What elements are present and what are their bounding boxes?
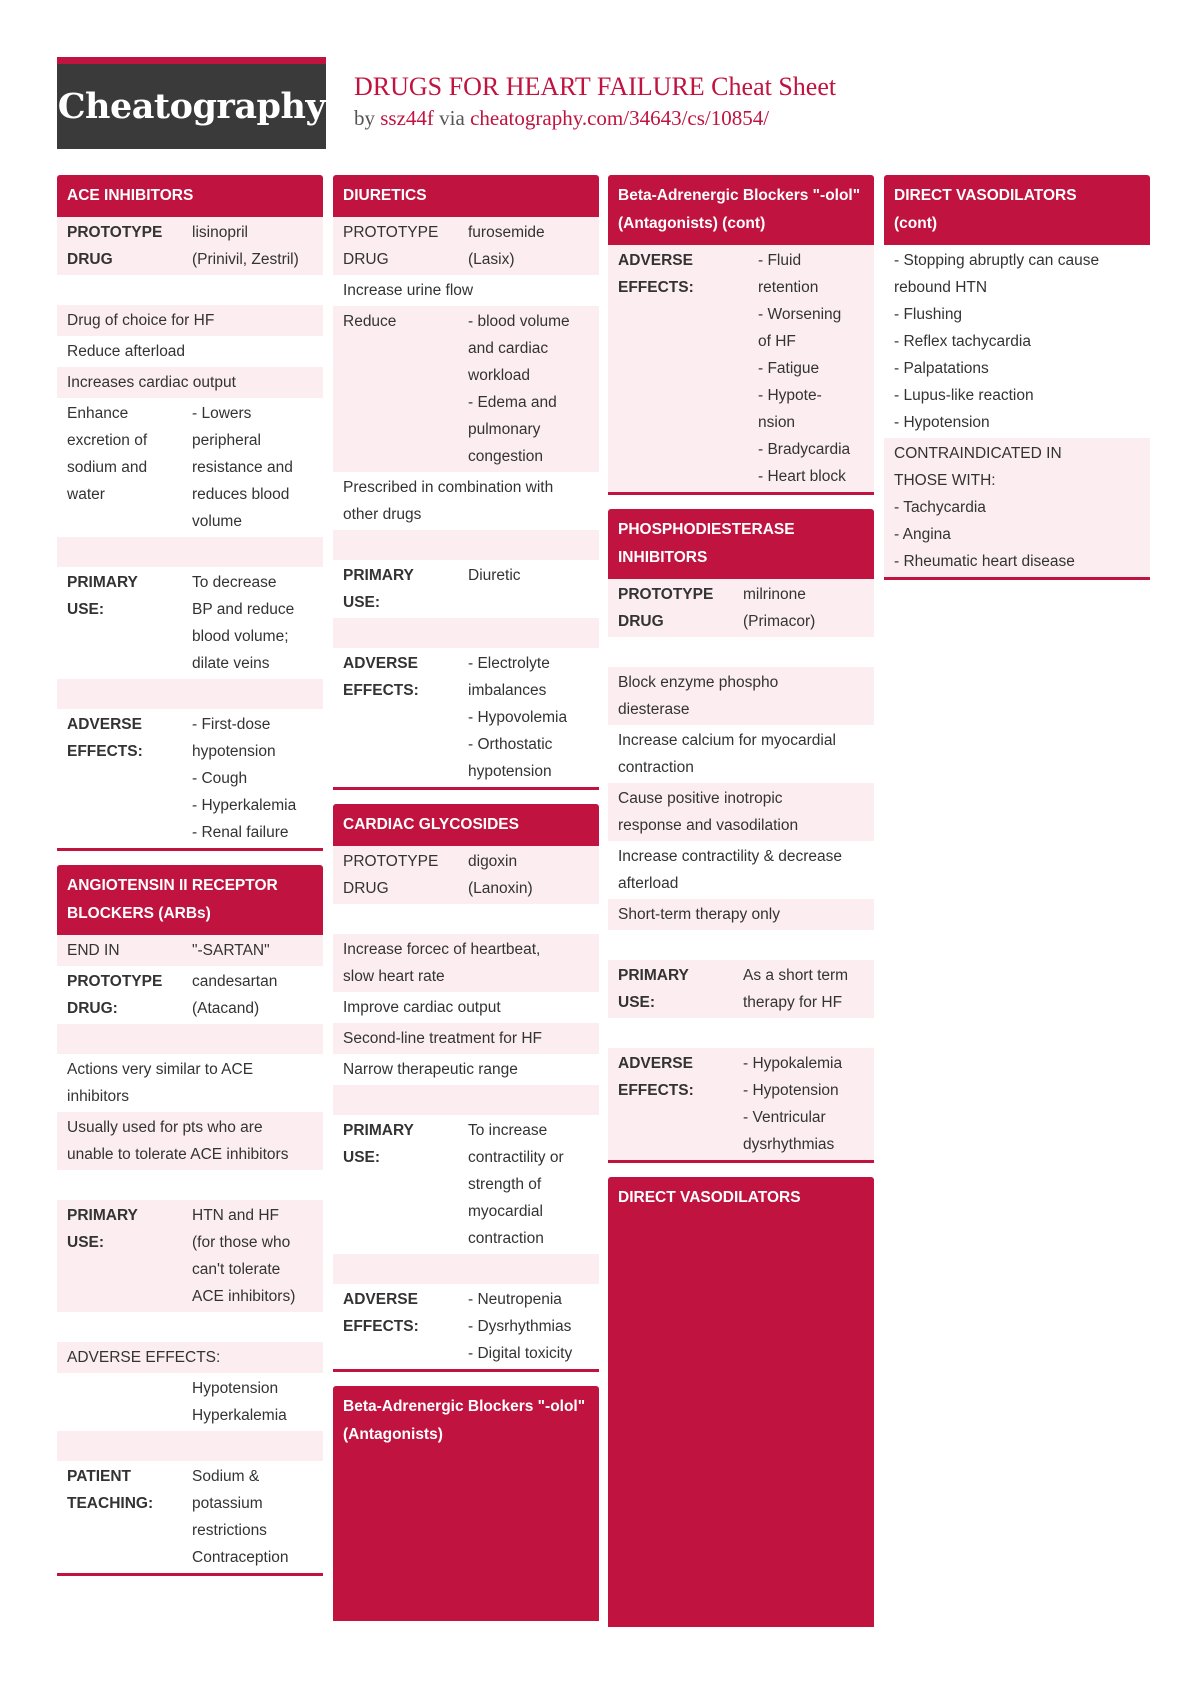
row-value: nsion bbox=[758, 414, 796, 431]
spacer-row bbox=[57, 1431, 323, 1461]
row-key: PATIENT bbox=[67, 1468, 132, 1485]
heading-line: DIRECT VASODILATORS bbox=[894, 187, 1077, 204]
table-row bbox=[608, 579, 874, 637]
section-heading: DIRECT VASODILATORS bbox=[608, 1177, 874, 1627]
spacer-row bbox=[333, 530, 599, 560]
row-key: ADVERSE bbox=[343, 1291, 418, 1308]
spacer-row bbox=[333, 904, 599, 934]
row-value: - Cough bbox=[192, 770, 248, 787]
row-text: contraction bbox=[618, 759, 694, 776]
row-value: BP and reduce bbox=[192, 601, 295, 618]
row-text: Drug of choice for HF bbox=[67, 312, 215, 329]
row-value: (Lasix) bbox=[468, 251, 515, 268]
row-key: PRIMARY bbox=[343, 567, 414, 584]
row-key: PRIMARY bbox=[618, 967, 689, 984]
table-row bbox=[57, 966, 323, 1024]
row-key: PRIMARY bbox=[343, 1122, 414, 1139]
row-text: Increase contractility & decrease bbox=[618, 848, 842, 865]
list-item: THOSE WITH: bbox=[894, 472, 996, 489]
row-value: To decrease bbox=[192, 574, 277, 591]
row-text: Improve cardiac output bbox=[343, 999, 501, 1016]
row-text: Actions very similar to ACE bbox=[67, 1061, 254, 1078]
table-row bbox=[608, 1048, 874, 1160]
row-value: - Hypovolemia bbox=[468, 709, 568, 726]
column-2 bbox=[333, 175, 599, 1635]
section-pde-inhibitors bbox=[608, 509, 874, 1163]
row-value: - First-dose bbox=[192, 716, 271, 733]
row-text: response and vasodilation bbox=[618, 817, 799, 834]
table-row bbox=[57, 935, 323, 966]
spacer-row bbox=[57, 537, 323, 567]
row-key: USE: bbox=[618, 994, 656, 1011]
row-value: milrinone bbox=[743, 586, 806, 603]
row-value: hypotension bbox=[192, 743, 276, 760]
row-text: other drugs bbox=[343, 506, 422, 523]
table-row bbox=[333, 992, 599, 1023]
row-key: DRUG bbox=[343, 880, 389, 897]
section-heading bbox=[57, 865, 323, 935]
heading-line: Beta-Adrenergic Blockers "-olol" bbox=[618, 187, 861, 204]
table-row bbox=[884, 245, 1150, 438]
heading-line: (Antagonists) bbox=[343, 1426, 443, 1443]
row-key: DRUG: bbox=[67, 1000, 118, 1017]
row-value: - Orthostatic bbox=[468, 736, 553, 753]
row-value: potassium bbox=[192, 1495, 263, 1512]
row-value: contraction bbox=[468, 1230, 544, 1247]
row-key: USE: bbox=[67, 601, 105, 618]
table-row bbox=[57, 1342, 323, 1373]
table-row bbox=[608, 899, 874, 930]
row-text: Short-term therapy only bbox=[618, 906, 780, 923]
section-cardiac-glycosides bbox=[333, 804, 599, 1372]
table-row bbox=[608, 960, 874, 1018]
row-value: - Hyperkalemia bbox=[192, 797, 297, 814]
row-text: Prescribed in combination with bbox=[343, 479, 554, 496]
row-key: ADVERSE bbox=[343, 655, 418, 672]
row-key: PROTOTYPE bbox=[343, 224, 439, 241]
table-row bbox=[57, 305, 323, 336]
row-key: EFFECTS: bbox=[343, 1318, 419, 1335]
row-value: - Dysrhythmias bbox=[468, 1318, 572, 1335]
row-value: - Hypokalemia bbox=[743, 1055, 843, 1072]
byline-via: via bbox=[439, 106, 465, 130]
row-value: (Primacor) bbox=[743, 613, 816, 630]
table-row bbox=[608, 667, 874, 725]
row-value: "-SARTAN" bbox=[192, 942, 270, 959]
row-value: restrictions bbox=[192, 1522, 267, 1539]
row-text: unable to tolerate ACE inhibitors bbox=[67, 1146, 289, 1163]
sheet-url-link[interactable]: cheatography.com/34643/cs/10854/ bbox=[470, 106, 770, 130]
row-value: (Prinivil, Zestril) bbox=[192, 251, 299, 268]
row-key: DRUG bbox=[67, 251, 113, 268]
byline-by: by bbox=[354, 106, 375, 130]
list-item: - Hypotension bbox=[894, 414, 990, 431]
row-text: Reduce afterload bbox=[67, 343, 186, 360]
row-key: PROTOTYPE bbox=[343, 853, 439, 870]
row-text: Usually used for pts who are bbox=[67, 1119, 263, 1136]
table-row bbox=[57, 367, 323, 398]
spacer-row bbox=[57, 1312, 323, 1342]
row-value: workload bbox=[468, 367, 531, 384]
column-1 bbox=[57, 175, 323, 1590]
row-value: - Lowers bbox=[192, 405, 252, 422]
spacer-row bbox=[57, 679, 323, 709]
row-key: PROTOTYPE bbox=[67, 973, 163, 990]
table-row bbox=[333, 217, 599, 275]
table-row bbox=[57, 336, 323, 367]
row-key: ADVERSE bbox=[618, 252, 693, 269]
row-key: PROTOTYPE bbox=[67, 224, 163, 241]
row-text: slow heart rate bbox=[343, 968, 445, 985]
table-row bbox=[333, 560, 599, 618]
table-row bbox=[57, 1054, 323, 1112]
row-value: reduces blood bbox=[192, 486, 290, 503]
row-key: sodium and bbox=[67, 459, 148, 476]
row-key: water bbox=[67, 486, 105, 503]
row-value: - Edema and bbox=[468, 394, 557, 411]
section-diuretics bbox=[333, 175, 599, 790]
heading-line: BLOCKERS (ARBs) bbox=[67, 905, 211, 922]
section-heading: ACE INHIBITORS bbox=[57, 175, 323, 217]
row-value: ACE inhibitors) bbox=[192, 1288, 296, 1305]
section-heading: CARDIAC GLYCOSIDES bbox=[333, 804, 599, 846]
list-item: - Stopping abruptly can cause bbox=[894, 252, 1100, 269]
row-value: furosemide bbox=[468, 224, 545, 241]
table-row bbox=[57, 1461, 323, 1573]
row-key: DRUG bbox=[618, 613, 664, 630]
row-value: - Worsening bbox=[758, 306, 842, 323]
spacer-row bbox=[57, 1024, 323, 1054]
column-4 bbox=[884, 175, 1150, 594]
row-text: diesterase bbox=[618, 701, 690, 718]
row-value: hypotension bbox=[468, 763, 552, 780]
row-text: Block enzyme phospho bbox=[618, 674, 779, 691]
row-value: - Fatigue bbox=[758, 360, 820, 377]
table-row bbox=[333, 1284, 599, 1369]
row-text: Increases cardiac output bbox=[67, 374, 236, 391]
row-value: congestion bbox=[468, 448, 543, 465]
table-row bbox=[333, 1054, 599, 1085]
column-3 bbox=[608, 175, 874, 1641]
row-value: - Electrolyte bbox=[468, 655, 550, 672]
row-value: - Hypote- bbox=[758, 387, 822, 404]
row-value: strength of bbox=[468, 1176, 542, 1193]
row-value: Hypotension bbox=[192, 1380, 279, 1397]
heading-line: PHOSPHODIESTERASE bbox=[618, 521, 795, 538]
row-value: - Fluid bbox=[758, 252, 802, 269]
section-ace-inhibitors bbox=[57, 175, 323, 851]
list-item: - Tachycardia bbox=[894, 499, 986, 516]
row-value: HTN and HF bbox=[192, 1207, 279, 1224]
cheatography-logo[interactable]: Cheatography bbox=[57, 57, 326, 149]
row-value: peripheral bbox=[192, 432, 261, 449]
table-row bbox=[608, 245, 874, 492]
row-key: ADVERSE bbox=[67, 716, 142, 733]
row-key: EFFECTS: bbox=[67, 743, 143, 760]
row-value: - Neutropenia bbox=[468, 1291, 562, 1308]
table-row bbox=[333, 306, 599, 472]
spacer-row bbox=[608, 930, 874, 960]
row-text: afterload bbox=[618, 875, 679, 892]
heading-line: (cont) bbox=[894, 215, 938, 232]
spacer-row bbox=[608, 637, 874, 667]
row-text: Increase calcium for myocardial bbox=[618, 732, 836, 749]
row-value: (for those who bbox=[192, 1234, 291, 1251]
table-row bbox=[608, 841, 874, 899]
section-heading: DIURETICS bbox=[333, 175, 599, 217]
table-row bbox=[333, 472, 599, 530]
row-value: contractility or bbox=[468, 1149, 564, 1166]
heading-line: (Antagonists) (cont) bbox=[618, 215, 766, 232]
table-row bbox=[57, 1112, 323, 1170]
section-heading bbox=[608, 509, 874, 579]
section-arbs bbox=[57, 865, 323, 1576]
row-value: blood volume; bbox=[192, 628, 289, 645]
row-value: Sodium & bbox=[192, 1468, 260, 1485]
list-item: - Flushing bbox=[894, 306, 963, 323]
section-heading bbox=[608, 175, 874, 245]
row-key: PRIMARY bbox=[67, 1207, 138, 1224]
heading-line: INHIBITORS bbox=[618, 549, 708, 566]
row-value: - Digital toxicity bbox=[468, 1345, 573, 1362]
row-text: Cause positive inotropic bbox=[618, 790, 783, 807]
spacer-row bbox=[608, 1018, 874, 1048]
row-value: retention bbox=[758, 279, 819, 296]
spacer-row bbox=[333, 1254, 599, 1284]
list-item: - Lupus-like reaction bbox=[894, 387, 1034, 404]
row-value: resistance and bbox=[192, 459, 293, 476]
table-row bbox=[57, 217, 323, 275]
byline bbox=[354, 106, 769, 131]
row-value: pulmonary bbox=[468, 421, 541, 438]
row-value: (Atacand) bbox=[192, 1000, 260, 1017]
table-row bbox=[333, 846, 599, 904]
table-row bbox=[608, 725, 874, 783]
section-heading bbox=[333, 1386, 599, 1621]
row-value: lisinopril bbox=[192, 224, 248, 241]
row-key: DRUG bbox=[343, 251, 389, 268]
row-value: As a short term bbox=[743, 967, 849, 984]
row-value: candesartan bbox=[192, 973, 278, 990]
row-value: - Bradycardia bbox=[758, 441, 851, 458]
list-item: CONTRAINDICATED IN bbox=[894, 445, 1062, 462]
spacer-row bbox=[333, 1085, 599, 1115]
row-text: Increase forcec of heartbeat, bbox=[343, 941, 541, 958]
row-value: Hyperkalemia bbox=[192, 1407, 287, 1424]
row-key: EFFECTS: bbox=[618, 1082, 694, 1099]
row-value: - Heart block bbox=[758, 468, 846, 485]
row-value: and cardiac bbox=[468, 340, 549, 357]
row-value: - Renal failure bbox=[192, 824, 289, 841]
section-direct-vasodilators-cont bbox=[884, 175, 1150, 580]
row-value: - Ventricular bbox=[743, 1109, 826, 1126]
table-row bbox=[333, 1115, 599, 1254]
row-text: Second-line treatment for HF bbox=[343, 1030, 543, 1047]
row-value: myocardial bbox=[468, 1203, 543, 1220]
row-key: PROTOTYPE bbox=[618, 586, 714, 603]
row-key: ADVERSE bbox=[618, 1055, 693, 1072]
spacer-row bbox=[57, 275, 323, 305]
row-value: digoxin bbox=[468, 853, 518, 870]
row-key: TEACHING: bbox=[67, 1495, 154, 1512]
row-value: imbalances bbox=[468, 682, 547, 699]
row-key: END IN bbox=[67, 942, 120, 959]
row-value: - blood volume bbox=[468, 313, 570, 330]
row-key: Reduce bbox=[343, 313, 397, 330]
row-value: To increase bbox=[468, 1122, 548, 1139]
row-value: - Hypotension bbox=[743, 1082, 839, 1099]
section-beta-blockers bbox=[333, 1386, 599, 1621]
table-row bbox=[57, 1373, 323, 1431]
row-value: of HF bbox=[758, 333, 796, 350]
row-value: (Lanoxin) bbox=[468, 880, 533, 897]
row-text: Increase urine flow bbox=[343, 282, 474, 299]
row-value: Diuretic bbox=[468, 567, 521, 584]
page-title: DRUGS FOR HEART FAILURE Cheat Sheet bbox=[354, 72, 837, 101]
list-item: - Reflex tachycardia bbox=[894, 333, 1031, 350]
section-heading bbox=[884, 175, 1150, 245]
table-row bbox=[333, 275, 599, 306]
row-key: excretion of bbox=[67, 432, 148, 449]
row-text: Narrow therapeutic range bbox=[343, 1061, 518, 1078]
row-value: therapy for HF bbox=[743, 994, 843, 1011]
row-key: USE: bbox=[67, 1234, 105, 1251]
section-direct-vasodilators bbox=[608, 1177, 874, 1627]
row-value: dilate veins bbox=[192, 655, 270, 672]
row-value: Contraception bbox=[192, 1549, 289, 1566]
section-beta-blockers-cont bbox=[608, 175, 874, 495]
row-key: PRIMARY bbox=[67, 574, 138, 591]
table-row bbox=[608, 783, 874, 841]
row-value: volume bbox=[192, 513, 242, 530]
list-item: - Rheumatic heart disease bbox=[894, 553, 1075, 570]
row-text: ADVERSE EFFECTS: bbox=[67, 1349, 221, 1366]
table-row bbox=[333, 934, 599, 992]
heading-line: ANGIOTENSIN II RECEPTOR bbox=[67, 877, 278, 894]
list-item: - Palpatations bbox=[894, 360, 989, 377]
row-text: inhibitors bbox=[67, 1088, 130, 1105]
spacer-row bbox=[333, 618, 599, 648]
table-row bbox=[57, 398, 323, 537]
row-value: dysrhythmias bbox=[743, 1136, 835, 1153]
row-key: EFFECTS: bbox=[618, 279, 694, 296]
author-link[interactable]: ssz44f bbox=[380, 106, 434, 130]
row-key: EFFECTS: bbox=[343, 682, 419, 699]
table-row bbox=[884, 438, 1150, 577]
list-item: - Angina bbox=[894, 526, 951, 543]
heading-line: Beta-Adrenergic Blockers "-olol" bbox=[343, 1398, 586, 1415]
row-key: USE: bbox=[343, 1149, 381, 1166]
row-value: can't tolerate bbox=[192, 1261, 281, 1278]
table-row bbox=[57, 709, 323, 848]
spacer-row bbox=[57, 1170, 323, 1200]
table-row bbox=[57, 1200, 323, 1312]
row-key: USE: bbox=[343, 594, 381, 611]
row-key: Enhance bbox=[67, 405, 129, 422]
list-item: rebound HTN bbox=[894, 279, 988, 296]
table-row bbox=[333, 648, 599, 787]
table-row bbox=[333, 1023, 599, 1054]
table-row bbox=[57, 567, 323, 679]
